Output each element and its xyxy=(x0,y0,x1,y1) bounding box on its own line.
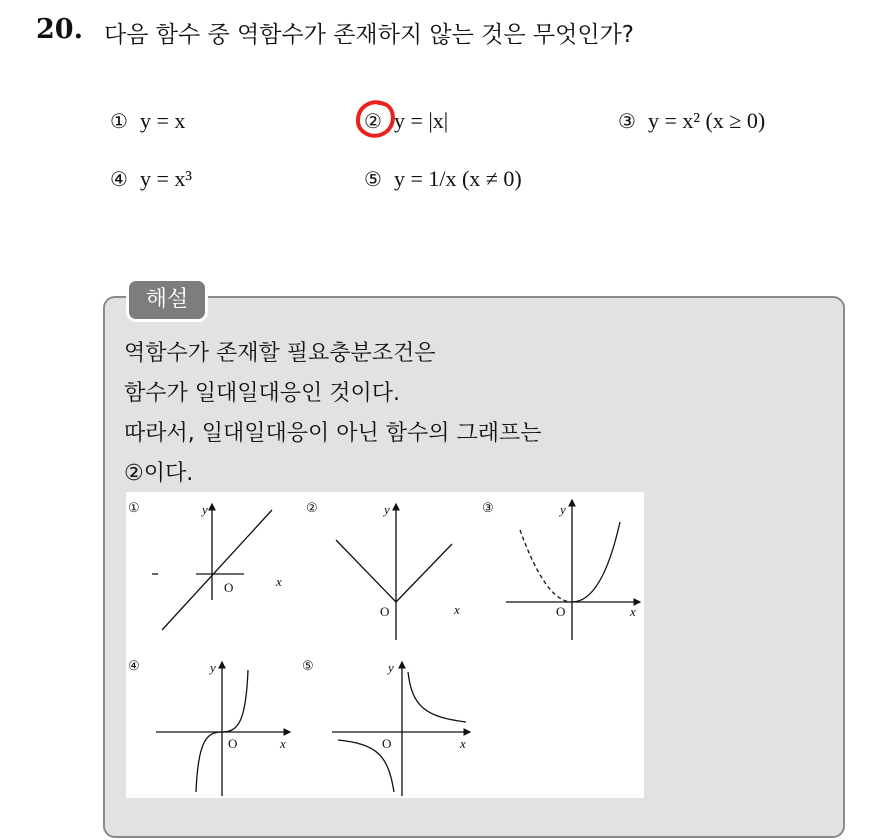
graph-1-x-label: x xyxy=(276,574,282,589)
graph-1-origin: O xyxy=(224,580,234,595)
choice-4[interactable] xyxy=(110,166,192,192)
explanation-badge: 해설 xyxy=(126,278,208,322)
graph-2-y-label: y xyxy=(384,502,390,517)
choice-4-mark: ④ xyxy=(110,167,128,191)
graph-5 xyxy=(302,658,470,796)
graph-4-x-label: x xyxy=(280,736,286,751)
graphs-svg xyxy=(126,492,644,798)
graph-5-origin: O xyxy=(382,736,392,751)
graph-5-mark: ⑤ xyxy=(302,658,314,673)
graph-4-mark: ④ xyxy=(128,658,140,673)
graph-1-curve xyxy=(162,510,272,630)
graph-2 xyxy=(306,500,460,640)
graph-3-curve xyxy=(572,522,620,602)
graph-5-y-label: y xyxy=(388,660,394,675)
answer-circle-mark xyxy=(354,98,398,140)
choice-3-mark: ③ xyxy=(618,109,636,133)
choice-1-mark: ① xyxy=(110,109,128,133)
explanation-line-2: 함수가 일대일대응인 것이다. xyxy=(124,381,401,406)
graph-1 xyxy=(128,500,282,630)
explanation-line-3: 따라서, 일대일대응이 아닌 함수의 그래프는 xyxy=(124,421,542,446)
graph-2-curve-left xyxy=(336,540,396,602)
graph-4-y-label: y xyxy=(210,660,216,675)
graph-2-mark: ② xyxy=(306,500,318,515)
graph-3-curve-dashed xyxy=(520,530,572,602)
choice-2-expr: y = |x| xyxy=(393,108,449,133)
graph-5-x-label: x xyxy=(460,736,466,751)
choice-5[interactable] xyxy=(364,166,522,192)
graph-3 xyxy=(482,500,640,640)
choice-2-mark: ② xyxy=(364,109,382,133)
question-text: 다음 함수 중 역함수가 존재하지 않는 것은 무엇인가? xyxy=(104,22,634,48)
choice-1-expr: y = x xyxy=(139,108,186,133)
explanation-line-1: 역함수가 존재할 필요충분조건은 xyxy=(124,341,436,366)
graph-3-mark: ③ xyxy=(482,500,494,515)
graph-2-x-label: x xyxy=(454,602,460,617)
graph-3-y-label: y xyxy=(560,502,566,517)
choice-3-expr: y = x² (x ≥ 0) xyxy=(647,108,766,133)
choice-5-expr: y = 1/x (x ≠ 0) xyxy=(393,166,522,191)
graph-1-y-label: y xyxy=(202,502,208,517)
graph-2-origin: O xyxy=(380,604,390,619)
choice-3[interactable] xyxy=(618,108,765,134)
graph-5-curve-pos xyxy=(408,672,466,722)
explanation-line-4: ②이다. xyxy=(124,461,194,486)
choice-1[interactable] xyxy=(110,108,185,134)
graph-3-x-label: x xyxy=(630,604,636,619)
graphs-panel xyxy=(126,492,644,798)
choice-5-mark: ⑤ xyxy=(364,167,382,191)
graph-3-origin: O xyxy=(556,604,566,619)
graph-2-curve-right xyxy=(396,544,452,602)
choice-4-expr: y = x³ xyxy=(139,166,192,191)
graph-4-origin: O xyxy=(228,736,238,751)
graph-4 xyxy=(128,658,290,796)
graph-1-mark: ① xyxy=(128,500,140,515)
question-number: 20. xyxy=(36,14,83,45)
